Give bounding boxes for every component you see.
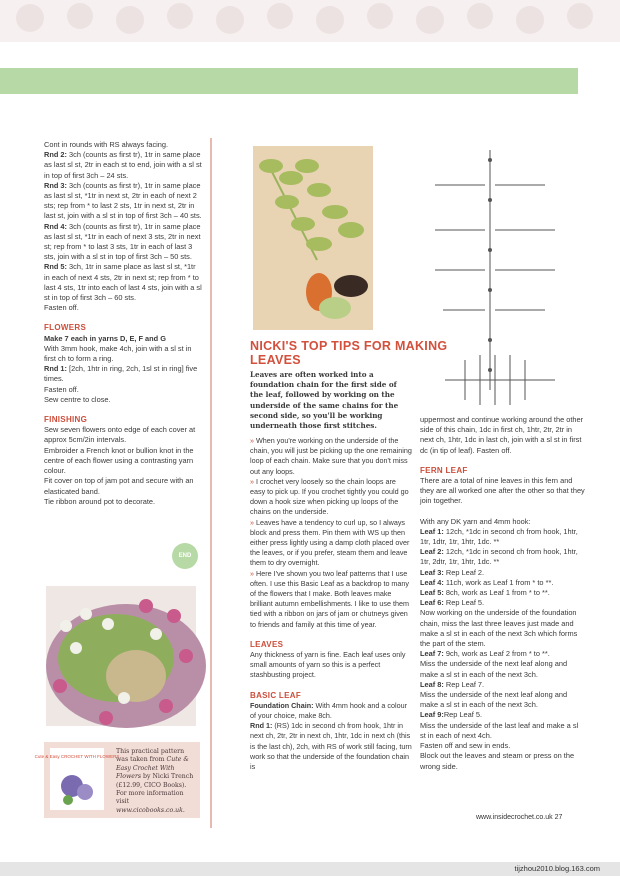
leaf-8-note: Miss the underside of the next leaf along and make a sl st in each of the next 3ch.	[420, 690, 568, 710]
flowers-sew: Sew centre to close.	[44, 394, 111, 404]
end-badge: END	[172, 543, 198, 569]
leaves-paragraph: Any thickness of yarn is fine. Each leaf uses only small amounts of yarn so this is a perfect stashbusting project.	[250, 650, 406, 680]
tip-4: » Here I've shown you two leaf patterns that I use often. I use this Basic Leaf as a backdrop to many of the flowers that I make. Both leaves make brilliant autumn embellishments. I like to use them tied with a ribbon on jars of jam or chutneys given to friends and family at this time of year.	[250, 568, 410, 629]
fasten-off: Fasten off.	[44, 303, 79, 313]
lace-header-decoration	[0, 0, 620, 42]
finishing-2: Embroider a French knot or bullion knot in the centre of each flower using a contrasting yarn colour.	[44, 445, 194, 476]
intro-line: Cont in rounds with RS always facing.	[44, 140, 169, 149]
leaf-8: Leaf 8: Rep Leaf 7.	[420, 679, 485, 689]
basic-leaf-continued: uppermost and continue working around the other side of this chain, 1dc in first ch, 1htr, 2tr, 2tr in next ch, 1htr, 1dc in last ch, join with a sl st in first dc (in tip of leaf). Fasten off.	[420, 415, 584, 455]
round-2: Rnd 2: 3ch (counts as first tr), 1tr in same place as last sl st, 2tr in each st to end, join with a sl st in top of first 3ch – 24 sts.	[44, 150, 202, 180]
fern-intro: There are a total of nine leaves in this fern and they are all worked one after the other so that they join together.	[420, 476, 585, 506]
leaf-9-note: Miss the underside of the last leaf and make a sl st in each of next 4ch.	[420, 720, 579, 740]
column-divider	[210, 138, 212, 828]
underside-note: Now working on the underside of the foundation chain, miss the last three leaves just made and make a sl st in each of the next 3ch which forms the part of the stem.	[420, 608, 578, 649]
tip-3: » Leaves have a tendency to curl up, so I always block and press them. Pin them with WS up then either press lightly using a damp cloth placed over the leaves, or if you prefer, steam them and leave them to dry overnight.	[250, 517, 410, 568]
watermark-bar	[0, 862, 620, 876]
book-credit-box	[34, 742, 200, 818]
tips-intro: Leaves are often worked into a foundation chain for the first side of the leaf, followed by working on the underside of the same chains for the second side, so you'll be working underneath those first stitches.	[250, 370, 399, 431]
column-left	[44, 140, 202, 507]
leaves-photo	[253, 146, 373, 330]
make-7-line: Make 7 each in yarns D, E, F and G	[44, 333, 166, 343]
book-cover-thumbnail	[34, 748, 120, 810]
flowers-fasten: Fasten off.	[44, 384, 79, 394]
round-3: Rnd 3: 3ch (counts as first tr), 1tr in same place as last sl st, *1tr in next st, 2tr in each of next 2 sts; rep from * to last 2 sts, 1tr in next st, 2tr in last st, join with a sl st in top of first 3ch – 40 sts.	[44, 180, 202, 221]
finishing-1: Sew seven flowers onto edge of each cover at approx 5cm/2in intervals.	[44, 425, 196, 445]
leaves-heading: LEAVES	[250, 639, 284, 649]
watermark-text: tijzhou2010.blog.163.com	[514, 864, 600, 873]
tip-2: » I crochet very loosely so the chain loops are easy to pick up. If you crochet tightly you could go down a hook size when picking up loops of the chains on the underside.	[250, 476, 409, 517]
fern-materials: With any DK yarn and 4mm hook:	[420, 516, 531, 526]
leaf-4: Leaf 4: 11ch, work as Leaf 1 from * to **.	[420, 577, 554, 587]
basic-leaf-diagram	[430, 350, 570, 410]
flowers-heading: FLOWERS	[44, 323, 87, 333]
basic-round-1: Rnd 1: (RS) 1dc in second ch from hook, 1htr in next ch, 2tr, 2tr in next ch, 1htr, 1dc in next ch (this is the last ch), 2ch, with RS of work still facing, turn work so that the underside of the foundation chain is	[250, 721, 412, 772]
flowers-start: With 3mm hook, make 4ch, join with a sl st in first ch to form a ring.	[44, 343, 192, 364]
page-footer: www.insidecrochet.co.uk 27	[476, 814, 563, 821]
leaf-7: Leaf 7: 9ch, work as Leaf 2 from * to **.	[420, 649, 550, 659]
flowers-round-1: Rnd 1: [2ch, 1htr in ring, 2ch, 1sl st in ring] five times.	[44, 364, 198, 384]
leaf-2: Leaf 2: 12ch, *1dc in second ch from hook, 1htr, 1tr, 2dtr, 1tr, 1htr, 1dc. **	[420, 547, 578, 567]
book-cover-title: Cute & Easy CROCHET WITH FLOWERS	[34, 754, 120, 759]
foundation-chain: Foundation Chain: With 4mm hook and a colour of your choice, make 8ch.	[250, 700, 407, 721]
green-header-stripe	[0, 68, 578, 94]
tips-title: NICKI'S TOP TIPS FOR MAKING LEAVES	[250, 339, 448, 367]
tip-1: » When you're working on the underside of the chain, you will just be picking up the one remaining loop of each chain. Make sure that you don't miss out any loops.	[250, 436, 412, 476]
fasten-sew: Fasten off and sew in ends.	[420, 741, 511, 751]
round-4: Rnd 4: 3ch (counts as first tr), 1tr in same place as last sl st, *1tr in each of next 3 sts, 2tr in next st; rep from * to last 3 sts, 1tr in each of last 3 sts, join with a sl st in top of first 3ch – 50 sts.	[44, 221, 201, 262]
finishing-heading: FINISHING	[44, 415, 88, 425]
tips-list	[250, 436, 412, 772]
leaf-3: Leaf 3: Rep Leaf 2.	[420, 567, 485, 577]
leaf-9: Leaf 9:Rep Leaf 5.	[420, 710, 483, 720]
block-out: Block out the leaves and steam or press on the wrong side.	[420, 751, 575, 771]
book-credit-text: This practical pattern was taken from Cute & Easy Crochet With Flowers by Nicki Trench (£12.99, CICO Books). For more information visit www.cicobooks.co.uk.	[116, 748, 194, 814]
basic-leaf-heading: BASIC LEAF	[250, 690, 301, 700]
jam-pot-cover-photo	[46, 586, 196, 726]
finishing-3: Fit cover on top of jam pot and secure with an elasticated band.	[44, 476, 194, 496]
leaf-7-note: Miss the underside of the next leaf along and make a sl st in each of the next 3ch.	[420, 659, 568, 679]
fern-heading: FERN LEAF	[420, 465, 468, 475]
lace-pattern	[0, 0, 620, 42]
finishing-4: Tie ribbon around pot to decorate.	[44, 496, 156, 506]
round-5: Rnd 5: 3ch, 1tr in same place as last sl st, *1tr in each of next 4 sts, 2tr in next st; rep from * to last 4 sts, 1tr into each of last 4 sts, join with a sl st in top of first 3ch – 60 sts.	[44, 262, 202, 303]
leaf-6: Leaf 6: Rep Leaf 5.	[420, 598, 485, 608]
leaf-1: Leaf 1: 12ch, *1dc in second ch from hook, 1htr, 1tr, 1dtr, 1tr, 1htr, 1dc. **	[420, 526, 578, 547]
leaf-5: Leaf 5: 8ch, work as Leaf 1 from * to **.	[420, 588, 550, 598]
column-right	[420, 415, 585, 772]
